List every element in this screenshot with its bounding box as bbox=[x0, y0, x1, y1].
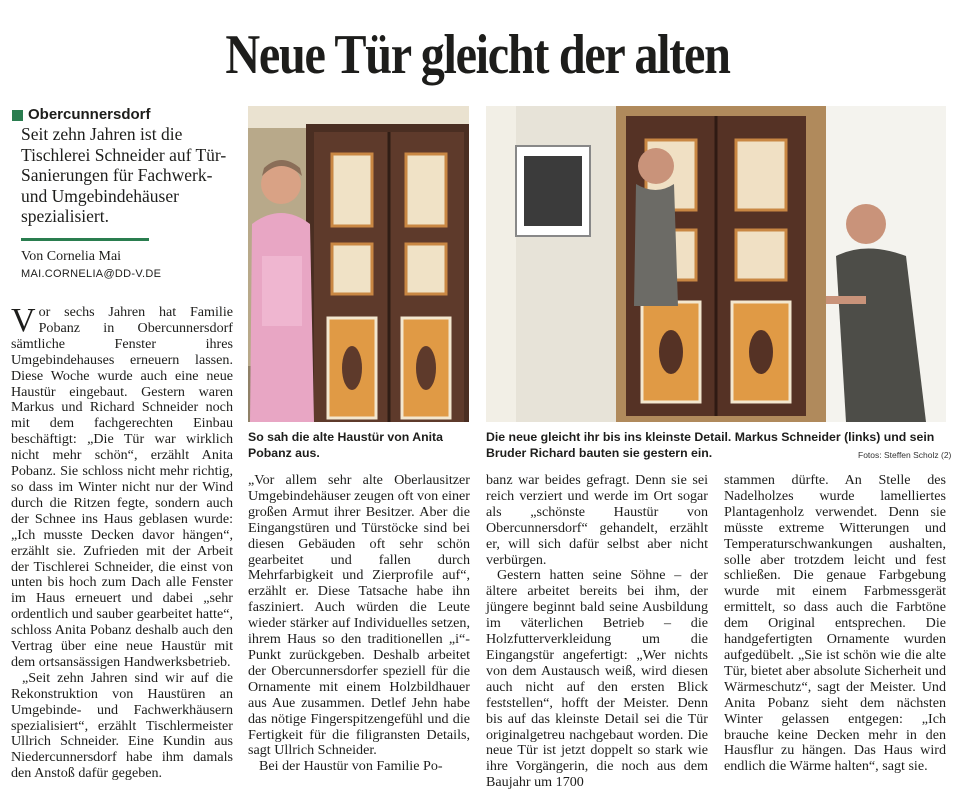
old-door-illustration bbox=[248, 106, 469, 422]
paragraph bbox=[486, 568, 708, 791]
author-email[interactable]: MAI.CORNELIA@DD-V.DE bbox=[21, 268, 162, 280]
caption-old-door: So sah die alte Haustür von Anita Pobanz aus. bbox=[248, 430, 443, 460]
new-door-illustration bbox=[486, 106, 946, 422]
headline: Neue Tür gleicht der alten bbox=[225, 24, 730, 86]
paragraph bbox=[724, 473, 946, 775]
paragraph bbox=[11, 302, 233, 671]
article-column-3 bbox=[486, 473, 708, 793]
article-column-4 bbox=[724, 473, 946, 793]
article-column-1 bbox=[11, 302, 233, 795]
paragraph bbox=[248, 473, 470, 759]
lead-text: Seit zehn Jahren ist die Tischlerei Schneider auf Tür-Sanierungen für Fachwerk- und Umgebindehäuser spezialisiert. bbox=[21, 124, 227, 226]
paragraph-text: banz war beides gefragt. Denn sie sei reich verziert und werde im Ort sogar als „schönste Haustür von Obercunnersdorf“ gehandelt, erzählt er, will sich dafür selbst aber nicht verbürgen. bbox=[486, 472, 708, 568]
paragraph-text: „Seit zehn Jahren sind wir auf die Rekonstruktion von Haustüren an Umgebinde- und Fachwerkhäusern spezialisiert“, erzählt Tischlermeister Ullrich Schneider. Eine Kundin aus Niedercunnersdorf habe ihm damals den Anstoß dafür gegeben. bbox=[11, 669, 233, 782]
drop-cap: V bbox=[11, 302, 36, 339]
paragraph-text: stammen dürfte. An Stelle des Nadelholzes wurde lamelliertes Plantagenholz verwendet. Denn sie müsste extreme Witterungen und Temperaturschwankungen aushalten, solle aber trotzdem leicht und fest schließen. Die genaue Farbgebung wurde mit einem Farbmessgerät ermittelt, so dass auch die Farbtöne dem Original entsprechen. Die handgefertigten Ornamente wurden aufgedübelt. „Sie ist schön wie die alte Tür, bietet aber absolute Sicherheit und Wärmeschutz“, sagt der Meister. Und Anita Pobanz sieht dem nächsten Winter gelassen entgegen: „Ich brauche keine Decken mehr in den Hausflur zu hängen. Das Haus wird endlich die Wärme halten“, sagt sie. bbox=[724, 472, 946, 775]
photo-credit: Fotos: Steffen Scholz (2) bbox=[858, 450, 952, 460]
location-text: Obercunnersdorf bbox=[28, 106, 151, 123]
photo-old-door bbox=[248, 106, 469, 422]
photo-new-door bbox=[486, 106, 946, 422]
kicker bbox=[12, 106, 237, 241]
paragraph-text: Bei der Haustür von Familie Po- bbox=[259, 758, 443, 775]
paragraph bbox=[486, 473, 708, 568]
kicker-rule bbox=[21, 238, 149, 241]
caption-new-door: Die neue gleicht ihr bis ins kleinste Detail. Markus Schneider (links) und sein Bruder Richard bauten sie gestern ein. bbox=[486, 430, 935, 460]
byline: Von Cornelia Mai bbox=[21, 249, 122, 264]
paragraph bbox=[248, 759, 470, 775]
paragraph-text: or sechs Jahren hat Familie Pobanz in Obercunnersdorf sämtliche Fenster ihres Umgebindehauses erneuern lassen. Diese Woche wurde auch eine neue Haustür eingebaut. Gestern waren Markus und Richard Schneider noch mit dem fachgerechten Einbau beschäftigt: „Die Tür war wirklich nicht mehr schön“, erzählt Anita Pobanz. Sie schloss nicht mehr richtig, so dass im Winter nicht nur der Wind durch die Ritzen fegte, sondern auch der Schnee ins Haus geblasen wurde: „Ich musste Decken davor hängen“, erzählt sie. Zufrieden mit der Arbeit der Tischlerei Schneider, die einst von unten bis hoch zum Dach alle Fenster im Haus erneuert und dabei „sehr ordentlich und sauber gearbeitet hatte“, schloss Anita Pobanz deshalb auch den Vertrag über eine neue Haustür mit dem ortsansässigen Handwerksbetrieb. bbox=[11, 304, 233, 670]
paragraph-text: „Vor allem sehr alte Oberlausitzer Umgebindehäuser zeugen oft von einer großen Armut ihrer Besitzer. Aber die Eingangstüren und Türstöcke sind bei diesen Gebäuden oft sehr schön gearbeitet und fallen durch Mehrfarbigkeit und Zierprofile auf“, erzählt er. Diese Tatsache habe ihn fasziniert. Auch würden die Leute wieder stärker auf Individuelles setzen, ihrem Haus so den traditionellen „i“-Punkt zurückgeben. Deshalb arbeitet der Obercunnersdorfer speziell für die Ornamente mit einem Holzbildhauer aus Aue zusammen. Detlef Jehn habe das nötige Fingerspitzengefühl und die Fertigkeit für die filigransten Details, sagt Ullrich Schneider. bbox=[248, 472, 470, 759]
paragraph bbox=[11, 671, 233, 782]
location-label bbox=[12, 106, 237, 124]
location-marker-icon bbox=[12, 110, 23, 121]
article-column-2 bbox=[248, 473, 470, 793]
paragraph-text: Gestern hatten seine Söhne – der ältere arbeitet bereits bei ihm, der jüngere beginnt bald seine Ausbildung im väterlichen Betrieb – die Holzfutterverkleidung um die Eingangstür angefertigt: „Wer nichts von dem Austausch weiß, wird diesen auch nicht auf den ersten Blick feststellen“, hofft der Meister. Denn bis auf das kleinste Detail sei die Tür originalgetreu nachgebaut worden. Die neue Tür ist jetzt doppelt so stark wie ihre Vorgängerin, die noch aus dem Baujahr um 1700 bbox=[486, 567, 708, 791]
